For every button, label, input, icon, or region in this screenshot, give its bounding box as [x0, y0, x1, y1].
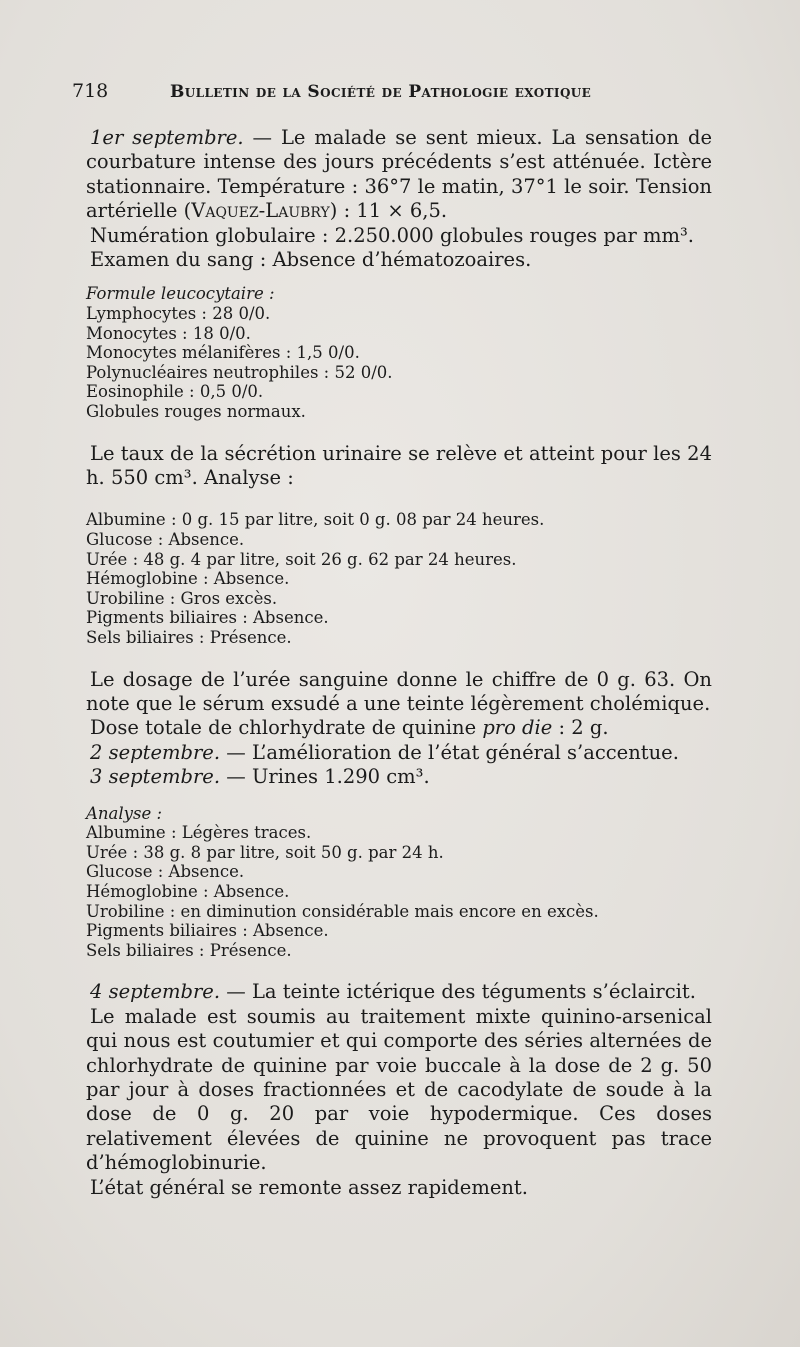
- formule-line: Monocytes : 18 0/0.: [86, 323, 251, 343]
- date-4-septembre: 4 septembre.: [90, 980, 221, 1004]
- paragraph-numeration: Numération globulaire : 2.250.000 globules rouges par mm³.: [90, 223, 694, 247]
- analyse-line: Pigments biliaires : Absence.: [86, 608, 329, 628]
- dose-italic: pro die: [482, 716, 553, 740]
- formule-leucocytaire: [86, 284, 712, 421]
- analyse-line: Sels biliaires : Présence.: [86, 627, 292, 647]
- formule-line: Eosinophile : 0,5 0/0.: [86, 382, 264, 402]
- analyse-line: Glucose : Absence.: [86, 530, 245, 549]
- analyse-line: Sels biliaires : Présence.: [86, 940, 292, 960]
- date-3-septembre: 3 septembre.: [90, 765, 221, 789]
- analyse-line: Pigments biliaires : Absence.: [86, 921, 329, 941]
- paragraph-etat: L’état général se remonte assez rapidement.: [90, 1175, 528, 1199]
- paragraph-examen: Examen du sang : Absence d’hématozoaires.: [90, 248, 532, 272]
- date-1-septembre: 1er septembre.: [90, 126, 244, 149]
- text-2-septembre: — L’amélioration de l’état général s’accentue.: [220, 740, 679, 764]
- text-1-septembre-end: ) : 11 × 6,5.: [329, 199, 448, 223]
- date-2-septembre: 2 septembre.: [90, 740, 221, 764]
- formule-line: Globules rouges normaux.: [86, 402, 306, 421]
- analyse-line: Glucose : Absence.: [86, 862, 245, 882]
- analyse-line: Hémoglobine : Absence.: [86, 881, 290, 901]
- analyse-line: Urobiline : en diminution considérable mais encore en excès.: [86, 901, 599, 921]
- page-number: 718: [72, 80, 109, 102]
- analyse-line: Urobiline : Gros excès.: [86, 588, 278, 608]
- paragraph-dose: [86, 716, 712, 740]
- analyse-line: Albumine : Légères traces.: [86, 823, 312, 843]
- formule-line: Monocytes mélanifères : 1,5 0/0.: [86, 343, 360, 363]
- analyse-title: Analyse :: [86, 803, 163, 823]
- paragraph-secretion: Le taux de la sécrétion urinaire se relève et atteint pour les 24 h. 550 cm³. Analyse :: [86, 441, 712, 489]
- analyse-line: Urée : 48 g. 4 par litre, soit 26 g. 62 par 24 heures.: [86, 549, 517, 569]
- page-body: [86, 126, 712, 1200]
- analyse-urinaire-1: [86, 510, 712, 647]
- paragraph-traitement: Le malade est soumis au traitement mixte quinino-arsenical qui nous est coutumier et qui comporte des séries alternées de chlorhydrate de quinine par voie buccale à la dose de 2 g. 50 par jour à doses fractionnées et de cacodylate de soude à la dose de 0 g. 20 par voie hypodermique. Ces doses relativement élevées de quinine ne provoquent pas trace d’hémoglobinurie.: [86, 1004, 712, 1175]
- formule-line: Polynucléaires neutrophiles : 52 0/0.: [86, 362, 393, 382]
- analyse-line: Albumine : 0 g. 15 par litre, soit 0 g. 08 par 24 heures.: [86, 510, 545, 530]
- paragraph-1-septembre: [86, 126, 712, 224]
- paragraph-3-septembre: [86, 765, 712, 789]
- analyse-urinaire-2: [86, 804, 712, 961]
- paragraph-4-septembre: [86, 980, 712, 1004]
- paragraph-2-septembre: [86, 741, 712, 765]
- text-3-septembre: — Urines 1.290 cm³.: [220, 765, 430, 789]
- page-header: [72, 80, 712, 110]
- dose-text: Dose totale de chlorhydrate de quinine: [90, 716, 483, 740]
- dose-end: : 2 g.: [552, 716, 609, 740]
- paragraph-dosage: Le dosage de l’urée sanguine donne le chiffre de 0 g. 63. On note que le sérum exsudé a une teinte légèrement cholémique.: [86, 667, 712, 715]
- analyse-line: Hémoglobine : Absence.: [86, 569, 290, 589]
- analyse-line: Urée : 38 g. 8 par litre, soit 50 g. par 24 h.: [86, 842, 444, 862]
- text-4-septembre: — La teinte ictérique des téguments s’éclaircit.: [220, 980, 696, 1004]
- text-1-septembre: — Le malade se sent mieux. La sensation de courbature intense des jours précédents s’est atténuée. Ictère stationnaire. Température : 36°7 le matin, 37°1 le soir. Tension artérielle (: [86, 126, 713, 223]
- formule-title: Formule leucocytaire :: [86, 284, 275, 304]
- author-name: Vaquez-Laubry: [191, 199, 330, 223]
- formule-line: Lymphocytes : 28 0/0.: [86, 304, 271, 324]
- running-title: Bulletin de la Société de Pathologie exotique: [170, 82, 592, 102]
